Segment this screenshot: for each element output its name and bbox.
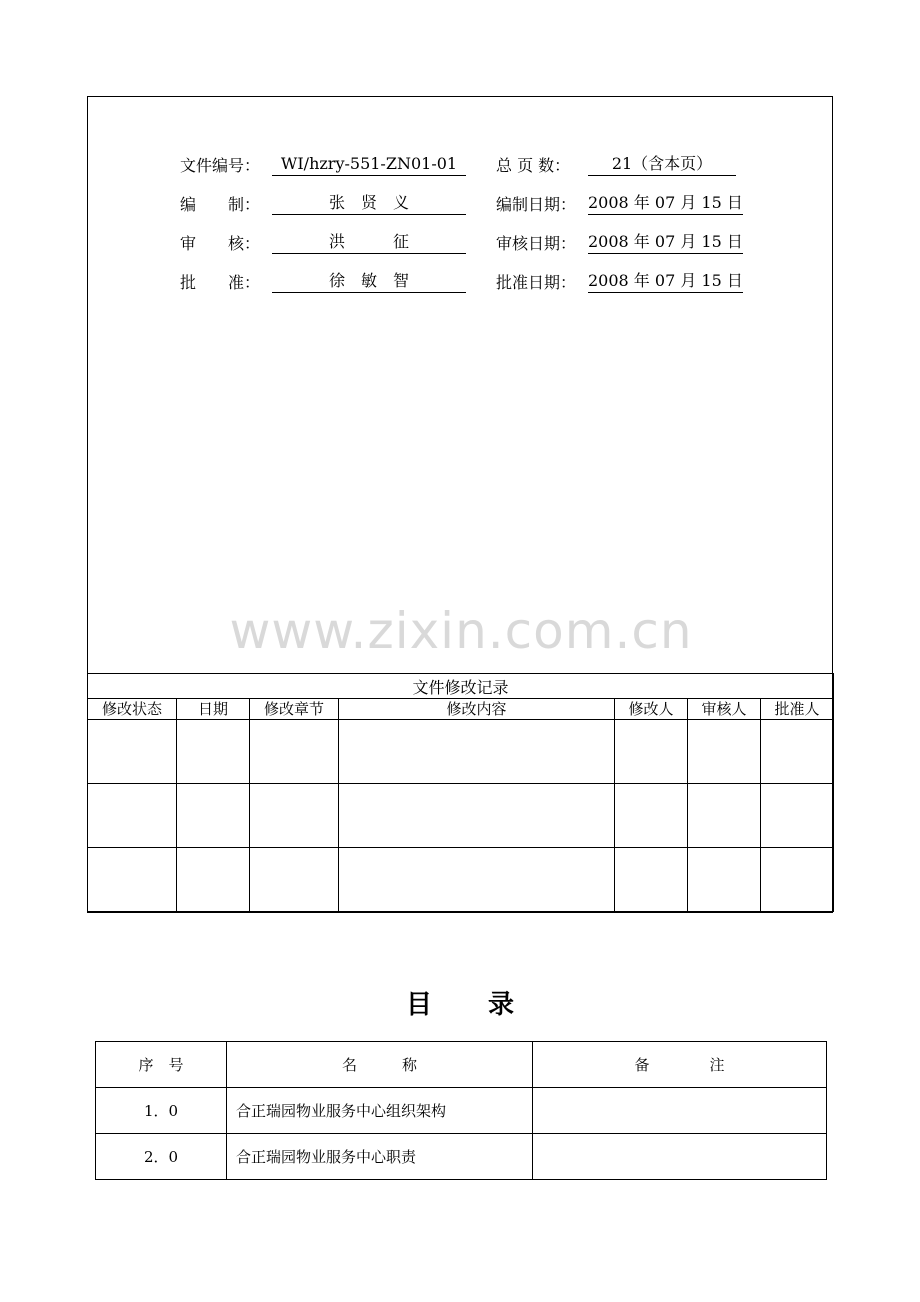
- table-cell: [688, 720, 761, 784]
- toc-header-number: 序 号: [96, 1042, 227, 1088]
- review-date-label: 审核日期：: [496, 234, 577, 253]
- toc-row: [96, 1088, 827, 1134]
- toc-row-note: [533, 1088, 827, 1134]
- table-cell: [615, 720, 688, 784]
- table-cell: [688, 848, 761, 912]
- total-pages-value: 21（含本页）: [588, 153, 736, 176]
- table-row: [88, 848, 834, 912]
- doc-number-label: 文件编号：: [180, 156, 261, 175]
- compile-date-label: 编制日期：: [496, 195, 577, 214]
- reviewer-label: 审 核：: [180, 234, 261, 253]
- toc-header-note: 备 注: [533, 1042, 827, 1088]
- table-cell: [250, 720, 339, 784]
- approve-date-label: 批准日期：: [496, 273, 577, 292]
- approver-row: [180, 270, 780, 296]
- compiler-row: [180, 192, 780, 218]
- approver-label: 批 准：: [180, 273, 261, 292]
- table-cell: [761, 848, 834, 912]
- table-cell: [615, 784, 688, 848]
- toc-row-name: 合正瑞园物业服务中心组织架构: [227, 1088, 533, 1134]
- doc-number-value: WI/hzry-551-ZN01-01: [272, 153, 466, 176]
- table-cell: [761, 720, 834, 784]
- header-revision-content: 修改内容: [339, 699, 615, 720]
- toc-header-row: [96, 1042, 827, 1088]
- header-approved-by: 批准人: [761, 699, 834, 720]
- doc-number-row: [180, 153, 780, 179]
- approve-date-value: 2008 年 07 月 15 日: [588, 270, 743, 293]
- header-reviewed-by: 审核人: [688, 699, 761, 720]
- reviewer-row: [180, 231, 780, 257]
- header-revision-status: 修改状态: [88, 699, 177, 720]
- header-revised-by: 修改人: [615, 699, 688, 720]
- table-cell: [88, 720, 177, 784]
- table-cell: [177, 848, 250, 912]
- toc-row-note: [533, 1134, 827, 1180]
- table-cell: [250, 784, 339, 848]
- approver-value: 徐 敏 智: [272, 270, 466, 293]
- table-row: [88, 784, 834, 848]
- table-cell: [615, 848, 688, 912]
- review-date-value: 2008 年 07 月 15 日: [588, 231, 743, 254]
- reviewer-value: 洪 征: [272, 231, 466, 254]
- total-pages-label: 总 页 数：: [496, 156, 571, 175]
- table-cell: [339, 848, 615, 912]
- toc-row-number: 2．0: [96, 1134, 227, 1180]
- header-date: 日期: [177, 699, 250, 720]
- table-cell: [339, 720, 615, 784]
- table-cell: [761, 784, 834, 848]
- table-cell: [177, 720, 250, 784]
- table-cell: [88, 784, 177, 848]
- header-revised-section: 修改章节: [250, 699, 339, 720]
- toc-header-name: 名 称: [227, 1042, 533, 1088]
- toc-row-name: 合正瑞园物业服务中心职责: [227, 1134, 533, 1180]
- watermark: www.zixin.com.cn: [229, 602, 693, 660]
- table-cell: [250, 848, 339, 912]
- table-cell: [88, 848, 177, 912]
- toc-title: [0, 984, 920, 1021]
- toc-row-number: 1．0: [96, 1088, 227, 1134]
- table-cell: [688, 784, 761, 848]
- table-row: [88, 720, 834, 784]
- revision-header-row: [88, 699, 834, 720]
- toc-table: [95, 1041, 827, 1180]
- revision-record-title: 文件修改记录: [88, 674, 834, 699]
- compiler-label: 编 制：: [180, 195, 261, 214]
- toc-title-char-1: 目: [405, 990, 432, 1020]
- table-cell: [177, 784, 250, 848]
- table-cell: [339, 784, 615, 848]
- toc-title-char-2: 录: [488, 990, 515, 1020]
- toc-row: [96, 1134, 827, 1180]
- compile-date-value: 2008 年 07 月 15 日: [588, 192, 743, 215]
- revision-record-table: [87, 673, 834, 912]
- compiler-value: 张 贤 义: [272, 192, 466, 215]
- document-frame: [87, 96, 833, 913]
